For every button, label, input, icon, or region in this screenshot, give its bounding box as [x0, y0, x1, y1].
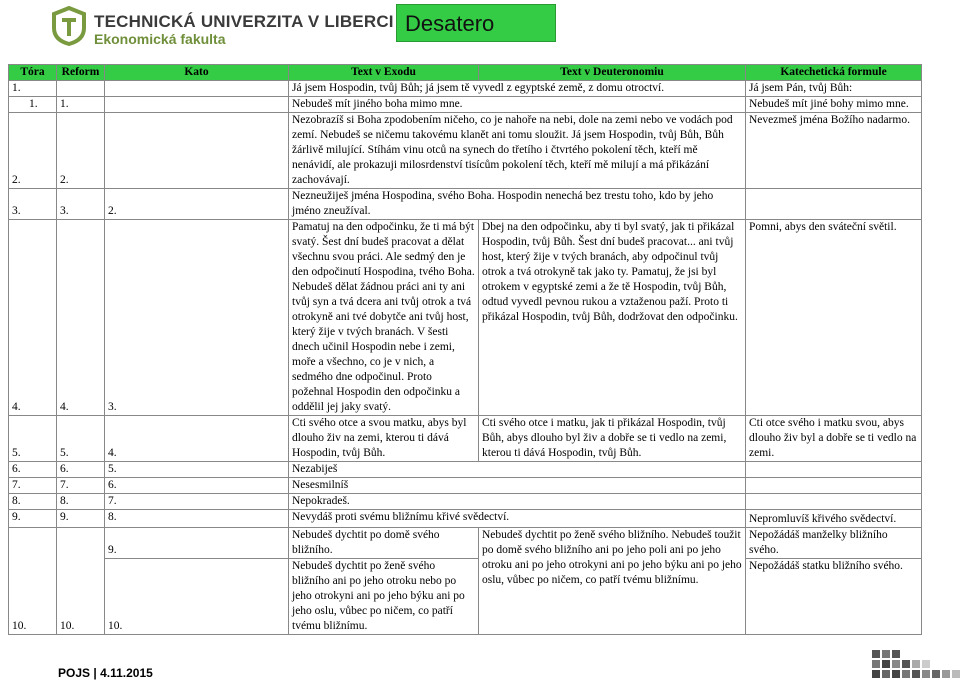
cell-kato: 7.	[105, 494, 289, 510]
header-kato: Kato	[105, 65, 289, 81]
cell-tora: 7.	[9, 478, 57, 494]
header-exodus: Text v Exodu	[289, 65, 479, 81]
header-deuteronomy: Text v Deuteronomiu	[479, 65, 746, 81]
cell-catechism: Cti otce svého i matku svou, abys dlouho živ byl a dobře se ti vedlo na zemi.	[746, 416, 922, 462]
cell-catechism	[746, 494, 922, 510]
cell-catechism: Nepožádáš statku bližního svého.	[746, 559, 922, 635]
university-emblem-icon	[50, 6, 88, 46]
cell-tora: 1.	[9, 97, 57, 113]
cell-deuteronomy: Cti svého otce i matku, jak ti přikázal Hospodin, tvůj Bůh, abys dlouho byl živ a dobře se ti vedlo na zemi, kterou ti dává Hospodin, tvůj Bůh.	[479, 416, 746, 462]
faculty-name: Ekonomická fakulta	[94, 31, 226, 47]
cell-catechism	[746, 478, 922, 494]
cell-reform: 7.	[57, 478, 105, 494]
table-row	[9, 559, 922, 635]
cell-catechism: Pomni, abys den sváteční světil.	[746, 220, 922, 416]
table-row	[9, 220, 922, 416]
cell-reform: 3.	[57, 189, 105, 220]
cell-deuteronomy: Nebudeš dychtit po ženě svého bližního. Nebudeš toužit po domě svého bližního ani po jeho poli ani po jeho otroku ani po jeho otrokyni ani po jeho býku ani po jeho oslu, vůbec po ničem, co patří tvému bližnímu.	[479, 528, 746, 635]
cell-kato: 5.	[105, 462, 289, 478]
footer-date: 4.11.2015	[100, 666, 153, 680]
cell-exodus: Nesesmilníš	[289, 478, 746, 494]
cell-catechism: Nepožádáš manželky bližního svého.	[746, 528, 922, 559]
footer	[0, 664, 960, 684]
cell-exodus: Nevydáš proti svému bližnímu křivé svědectví.	[289, 510, 746, 528]
table-row	[9, 494, 922, 510]
cell-catechism: Já jsem Pán, tvůj Bůh:	[746, 81, 922, 97]
header-tora: Tóra	[9, 65, 57, 81]
table-row	[9, 81, 922, 97]
cell-exodus: Nezabiješ	[289, 462, 746, 478]
cell-kato	[105, 81, 289, 97]
university-logo	[50, 6, 394, 50]
table-row	[9, 113, 922, 189]
cell-exodus: Nezneužiješ jména Hospodina, svého Boha. Hospodin nenechá bez trestu toho, kdo by jeho jméno zneužíval.	[289, 189, 746, 220]
cell-kato: 2.	[105, 189, 289, 220]
cell-exodus: Nebudeš mít jiného boha mimo mne.	[289, 97, 746, 113]
cell-tora: 4.	[9, 220, 57, 416]
cell-catechism: Nepromluvíš křivého svědectví.	[746, 510, 922, 528]
cell-reform: 10.	[57, 528, 105, 635]
table-row	[9, 528, 922, 559]
cell-tora: 5.	[9, 416, 57, 462]
cell-exodus: Já jsem Hospodin, tvůj Bůh; já jsem tě vyvedl z egyptské země, z domu otroctví.	[289, 81, 746, 97]
cell-tora: 10.	[9, 528, 57, 635]
decalogue-table	[8, 64, 922, 635]
cell-kato: 10.	[105, 559, 289, 635]
footer-name: POJS	[58, 666, 91, 680]
cell-tora: 6.	[9, 462, 57, 478]
header-catechism: Katechetická formule	[746, 65, 922, 81]
footer-separator: |	[93, 666, 97, 680]
cell-kato	[105, 97, 289, 113]
cell-reform: 8.	[57, 494, 105, 510]
cell-tora: 9.	[9, 510, 57, 528]
table-row	[9, 189, 922, 220]
cell-exodus: Cti svého otce a svou matku, abys byl dlouho živ na zemi, kterou ti dává Hospodin, tvůj Bůh.	[289, 416, 479, 462]
cell-catechism: Nevezmeš jména Božího nadarmo.	[746, 113, 922, 189]
cell-kato: 4.	[105, 416, 289, 462]
table-row	[9, 416, 922, 462]
cell-kato: 8.	[105, 510, 289, 528]
footer-label	[58, 666, 153, 680]
cell-catechism	[746, 189, 922, 220]
table-row	[9, 462, 922, 478]
cell-reform: 5.	[57, 416, 105, 462]
cell-kato: 6.	[105, 478, 289, 494]
decorative-squares-icon	[870, 644, 960, 684]
cell-exodus: Nezobrazíš si Boha zpodobením ničeho, co je nahoře na nebi, dole na zemi nebo ve vodách pod zemí. Nebudeš se ničemu takovému klanět ani tomu sloužit. Já jsem Hospodin, tvůj Bůh, Bůh žárlivě milující. Stíhám vinu otců na synech do třetího i čtvrtého pokolení těch, kteří mě nenávidí, ale prokazuji milosrdenství tisícům pokolení těch, kteří mě milují a má přikázání zachovávají.	[289, 113, 746, 189]
cell-kato: 3.	[105, 220, 289, 416]
slide-title: Desatero	[396, 4, 556, 42]
cell-exodus: Nebudeš dychtit po ženě svého bližního ani po jeho otroku nebo po jeho otrokyni ani po jeho býku ani po jeho oslu, vůbec po ničem, co patří tvému bližnímu.	[289, 559, 479, 635]
header-reform: Reform	[57, 65, 105, 81]
cell-kato: 9.	[105, 528, 289, 559]
cell-exodus: Nepokradeš.	[289, 494, 746, 510]
cell-reform: 9.	[57, 510, 105, 528]
table-row	[9, 478, 922, 494]
table-row	[9, 510, 922, 528]
cell-tora: 2.	[9, 113, 57, 189]
cell-exodus: Nebudeš dychtit po domě svého bližního.	[289, 528, 479, 559]
cell-reform: 6.	[57, 462, 105, 478]
cell-tora: 1.	[9, 81, 57, 97]
cell-catechism: Nebudeš mít jiné bohy mimo mne.	[746, 97, 922, 113]
cell-deuteronomy: Dbej na den odpočinku, aby ti byl svatý, jak ti přikázal Hospodin, tvůj Bůh. Šest dní budeš pracovat... ani tvůj host, který žije v tvých branách, aby odpočinul tvůj otrok a tvá otrokyně tak jako ty. Pamatuj, že jsi byl otrokem v egyptské zemi a že tě Hospodin, tvůj Bůh, odtud vyvedl pevnou rukou a vztaženou paží. Proto ti přikázal Hospodin, tvůj Bůh, dodržovat den odpočinku.	[479, 220, 746, 416]
table-header-row	[9, 65, 922, 81]
university-name: TECHNICKÁ UNIVERZITA V LIBERCI	[94, 12, 394, 31]
cell-exodus: Pamatuj na den odpočinku, že ti má být svatý. Šest dní budeš pracovat a dělat všechnu svou práci. Ale sedmý den je den odpočinutí Hospodina, tvého Boha. Nebudeš dělat žádnou práci ani ty ani tvůj syn a tvá dcera ani tvůj otrok a tvá otrokyně ani tvé dobytče ani tvůj host, který žije v tvých branách. V šesti dnech učinil Hospodin nebe i zemi, moře a všechno, co je v nich, a sedmého dne odpočinul. Proto požehnal Hospodin den odpočinku a oddělil jej jaky svatý.	[289, 220, 479, 416]
cell-reform: 1.	[57, 97, 105, 113]
cell-catechism	[746, 462, 922, 478]
cell-tora: 8.	[9, 494, 57, 510]
cell-kato	[105, 113, 289, 189]
cell-reform: 4.	[57, 220, 105, 416]
cell-reform: 2.	[57, 113, 105, 189]
table-row	[9, 97, 922, 113]
cell-tora: 3.	[9, 189, 57, 220]
cell-reform	[57, 81, 105, 97]
